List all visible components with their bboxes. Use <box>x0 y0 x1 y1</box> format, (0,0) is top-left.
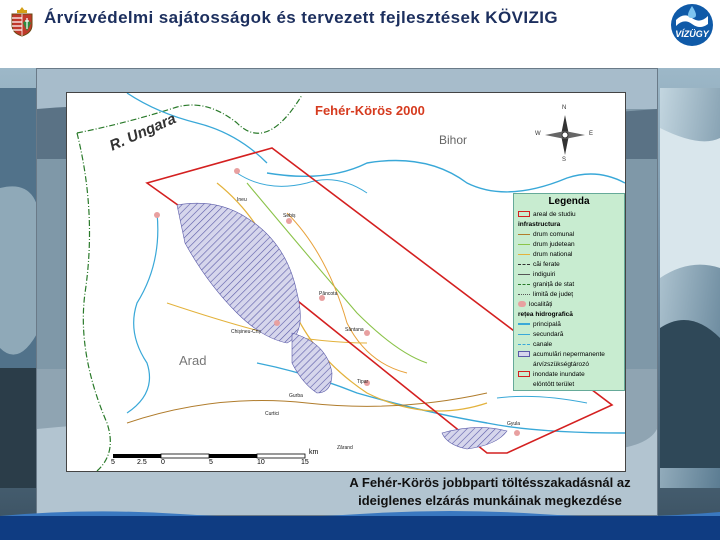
compass-letter-south: S <box>562 157 567 163</box>
vizugy-water-drop-logo-icon <box>668 2 716 48</box>
caption-line-2: ideiglenes elzárás munkáinak megkezdése <box>358 493 622 508</box>
place-label: Curtici <box>265 411 280 417</box>
county-border-icon <box>518 294 530 295</box>
dike-icon <box>518 274 530 275</box>
place-label: Zărand <box>337 445 353 451</box>
state-border-icon <box>518 284 530 285</box>
scale-tick: 10 <box>257 459 265 466</box>
railway-icon <box>518 264 530 265</box>
map-legend <box>513 193 625 391</box>
main-river-icon <box>518 323 530 325</box>
legend-item: căi ferate <box>518 260 560 270</box>
place-label: Sebiș <box>283 213 296 219</box>
legend-item: rețea hidrografică <box>518 311 573 318</box>
legend-item: drum comunal <box>518 230 574 240</box>
scale-tick: 15 <box>301 459 309 466</box>
study-area-icon <box>518 211 530 217</box>
bottom-bar <box>0 516 720 540</box>
legend-item: principală <box>518 320 561 330</box>
legend-item: indiguiri <box>518 270 555 280</box>
compass-letter-west: W <box>535 131 541 137</box>
inundated-area-icon <box>518 371 530 377</box>
scale-tick: 5 <box>111 459 115 466</box>
legend-item: graniță de stat <box>518 280 574 290</box>
scale-tick: 5 <box>209 459 213 466</box>
scale-tick: 0 <box>161 459 165 466</box>
communal-road-icon <box>518 234 530 235</box>
canal-icon <box>518 344 530 345</box>
secondary-river-icon <box>518 334 530 335</box>
place-label: Sântana <box>345 327 364 333</box>
compass-letter-east: E <box>589 131 594 137</box>
legend-item: elöntött terület <box>533 381 575 388</box>
place-label: Pâncota <box>319 291 338 297</box>
region-label-bihor: Bihor <box>439 133 468 147</box>
legend-item: limită de județ <box>518 290 573 300</box>
legend-item: inondate inundate <box>518 370 585 380</box>
legend-title: Legenda <box>548 196 590 207</box>
national-road-icon <box>518 254 530 255</box>
place-label: Chișineu-Criș <box>231 329 262 335</box>
legend-item: acumulări nepermanente <box>518 350 605 360</box>
caption-line-1: A Fehér-Körös jobbparti töltésszakadásnál az <box>349 475 631 490</box>
logo-label: VÍZÜGY <box>675 29 709 39</box>
page-title: Árvízvédelmi sajátosságok és tervezett fejlesztések KÖVIZIG <box>44 8 558 27</box>
place-label: Gurba <box>289 393 303 399</box>
vizugy-logo <box>668 2 716 48</box>
country-label-hungary: R. Ungara <box>107 110 179 155</box>
legend-item: drum national <box>518 250 572 260</box>
map-figure <box>66 92 626 472</box>
scale-unit: km <box>309 449 319 456</box>
settlement-icon <box>518 301 526 307</box>
photo-caption <box>320 474 660 510</box>
legend-item: drum judetean <box>518 240 575 250</box>
legend-item: secundară <box>518 330 563 340</box>
slide-header <box>0 0 720 40</box>
legend-item: canale <box>518 340 552 350</box>
legend-item: localități <box>518 300 552 310</box>
place-label: Ineu <box>237 197 247 203</box>
hungarian-coat-of-arms-icon <box>8 5 36 37</box>
compass-letter-north: N <box>562 105 567 111</box>
county-road-icon <box>518 244 530 245</box>
place-label: Tipar <box>357 379 369 385</box>
reservoir-icon <box>518 351 530 357</box>
region-label-arad: Arad <box>179 353 207 368</box>
scale-bar <box>111 449 319 467</box>
legend-item: infrastructura <box>518 221 561 228</box>
legend-item: árvízszükségtározó <box>533 361 589 368</box>
map-title: Fehér-Körös 2000 <box>315 103 425 118</box>
place-label: Gyula <box>507 421 521 427</box>
scale-tick: 2.5 <box>137 459 147 466</box>
legend-item: areal de studiu <box>518 210 576 220</box>
